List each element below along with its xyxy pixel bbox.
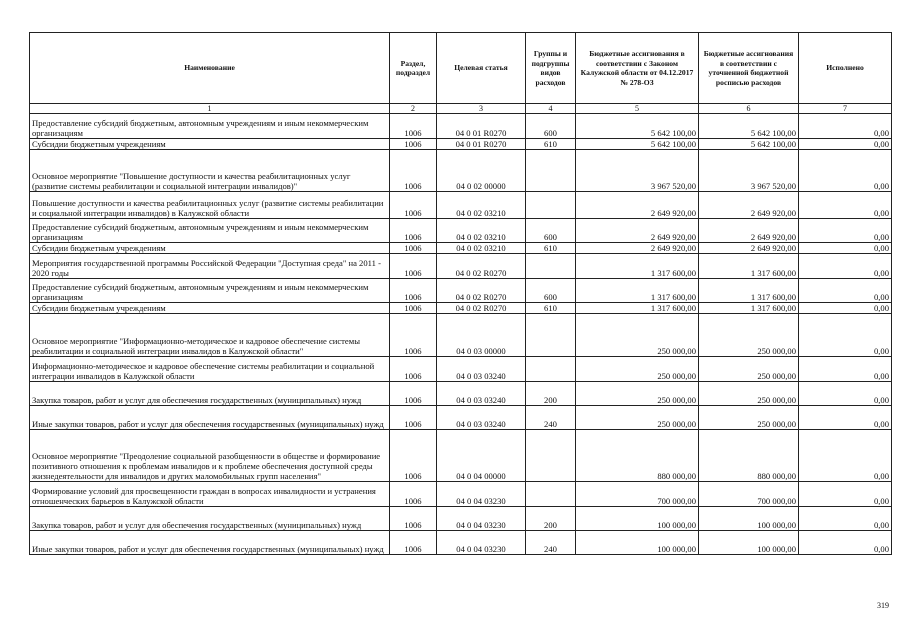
column-number: 6 [699,104,799,114]
cell-group: 240 [526,531,576,555]
cell-target: 04 0 04 03230 [437,507,526,531]
cell-budget-law: 880 000,00 [576,430,699,482]
header-row [30,33,892,104]
cell-budget-refined: 880 000,00 [699,430,799,482]
cell-target: 04 0 02 00000 [437,150,526,192]
cell-name: Основное мероприятие "Преодоление социальной разобщенности в обществе и формирование позитивного отношения к проблемам инвалидов и к проблеме обеспечения доступной среды жизнедеятельности для инвалидов и других маломобильных групп населения" [30,430,390,482]
cell-name: Формирование условий для просвещенности граждан в вопросах инвалидности и устранения отношенческих барьеров в Калужской области [30,482,390,507]
cell-budget-refined: 100 000,00 [699,507,799,531]
table-row [30,243,892,254]
table-row [30,303,892,314]
table-row [30,114,892,139]
table-row [30,150,892,192]
cell-budget-law: 100 000,00 [576,531,699,555]
cell-section: 1006 [390,150,437,192]
cell-target: 04 0 04 00000 [437,430,526,482]
table-row [30,357,892,382]
cell-target: 04 0 04 03230 [437,482,526,507]
cell-budget-refined: 250 000,00 [699,382,799,406]
cell-name: Иные закупки товаров, работ и услуг для обеспечения государственных (муниципальных) нужд [30,406,390,430]
cell-section: 1006 [390,114,437,139]
cell-budget-law: 1 317 600,00 [576,254,699,279]
cell-group [526,430,576,482]
cell-executed: 0,00 [799,219,892,243]
cell-budget-refined: 2 649 920,00 [699,219,799,243]
column-number: 4 [526,104,576,114]
column-number: 7 [799,104,892,114]
budget-table [29,32,892,555]
cell-target: 04 0 03 03240 [437,357,526,382]
cell-target: 04 0 02 03210 [437,243,526,254]
cell-budget-law: 1 317 600,00 [576,303,699,314]
cell-section: 1006 [390,139,437,150]
cell-executed: 0,00 [799,482,892,507]
cell-section: 1006 [390,430,437,482]
cell-budget-law: 250 000,00 [576,406,699,430]
header-budget-refined: Бюджетные ассигнования в соответствии с уточненной бюджетной росписью расходов [699,33,799,104]
cell-section: 1006 [390,303,437,314]
cell-executed: 0,00 [799,357,892,382]
cell-budget-refined: 3 967 520,00 [699,150,799,192]
cell-executed: 0,00 [799,531,892,555]
table-row [30,382,892,406]
cell-group [526,357,576,382]
cell-name: Субсидии бюджетным учреждениям [30,303,390,314]
cell-target: 04 0 02 R0270 [437,279,526,303]
table-row [30,279,892,303]
cell-group [526,482,576,507]
cell-section: 1006 [390,243,437,254]
cell-budget-law: 100 000,00 [576,507,699,531]
cell-target: 04 0 01 R0270 [437,114,526,139]
cell-name: Основное мероприятие "Информационно-методическое и кадровое обеспечение системы реабилитации и социальной интеграции инвалидов в Калужской области" [30,314,390,357]
cell-group: 610 [526,139,576,150]
cell-target: 04 0 02 R0270 [437,303,526,314]
cell-executed: 0,00 [799,279,892,303]
table-row [30,192,892,219]
table-row [30,430,892,482]
cell-executed: 0,00 [799,243,892,254]
cell-section: 1006 [390,314,437,357]
header-name: Наименование [30,33,390,104]
cell-group: 200 [526,507,576,531]
header-budget-law: Бюджетные ассигнования в соответствии с Законом Калужской области от 04.12.2017 № 278-ОЗ [576,33,699,104]
header-section: Раздел, подраздел [390,33,437,104]
cell-target: 04 0 02 R0270 [437,254,526,279]
cell-name: Субсидии бюджетным учреждениям [30,243,390,254]
cell-budget-refined: 5 642 100,00 [699,114,799,139]
cell-section: 1006 [390,406,437,430]
cell-budget-law: 5 642 100,00 [576,139,699,150]
cell-budget-law: 250 000,00 [576,382,699,406]
cell-section: 1006 [390,482,437,507]
table-row [30,507,892,531]
cell-group: 600 [526,279,576,303]
cell-section: 1006 [390,357,437,382]
cell-name: Информационно-методическое и кадровое обеспечение системы реабилитации и социальной интеграции инвалидов в Калужской области [30,357,390,382]
cell-executed: 0,00 [799,139,892,150]
cell-executed: 0,00 [799,382,892,406]
cell-group: 200 [526,382,576,406]
page-number: 319 [877,601,889,610]
cell-executed: 0,00 [799,430,892,482]
cell-section: 1006 [390,254,437,279]
cell-group: 240 [526,406,576,430]
cell-name: Закупка товаров, работ и услуг для обеспечения государственных (муниципальных) нужд [30,382,390,406]
cell-budget-refined: 700 000,00 [699,482,799,507]
cell-budget-law: 5 642 100,00 [576,114,699,139]
cell-executed: 0,00 [799,254,892,279]
cell-budget-law: 2 649 920,00 [576,243,699,254]
table-body [30,114,892,555]
cell-target: 04 0 03 03240 [437,382,526,406]
cell-budget-law: 250 000,00 [576,357,699,382]
cell-target: 04 0 01 R0270 [437,139,526,150]
cell-group: 600 [526,219,576,243]
cell-target: 04 0 02 03210 [437,192,526,219]
cell-budget-law: 1 317 600,00 [576,279,699,303]
header-groups: Группы и подгруппы видов расходов [526,33,576,104]
cell-section: 1006 [390,279,437,303]
cell-name: Предоставление субсидий бюджетным, автономным учреждениям и иным некоммерческим организациям [30,219,390,243]
cell-name: Предоставление субсидий бюджетным, автономным учреждениям и иным некоммерческим организациям [30,279,390,303]
cell-group: 600 [526,114,576,139]
cell-budget-refined: 1 317 600,00 [699,303,799,314]
cell-executed: 0,00 [799,192,892,219]
cell-target: 04 0 04 03230 [437,531,526,555]
cell-budget-refined: 250 000,00 [699,314,799,357]
cell-budget-refined: 100 000,00 [699,531,799,555]
table-row [30,482,892,507]
cell-target: 04 0 03 00000 [437,314,526,357]
cell-executed: 0,00 [799,406,892,430]
cell-budget-law: 700 000,00 [576,482,699,507]
cell-budget-refined: 1 317 600,00 [699,279,799,303]
cell-budget-refined: 250 000,00 [699,406,799,430]
header-target: Целевая статья [437,33,526,104]
cell-executed: 0,00 [799,507,892,531]
cell-executed: 0,00 [799,303,892,314]
cell-budget-law: 2 649 920,00 [576,192,699,219]
cell-budget-refined: 2 649 920,00 [699,192,799,219]
table-row [30,254,892,279]
cell-section: 1006 [390,192,437,219]
cell-budget-law: 250 000,00 [576,314,699,357]
cell-group [526,150,576,192]
column-number: 1 [30,104,390,114]
cell-name: Закупка товаров, работ и услуг для обеспечения государственных (муниципальных) нужд [30,507,390,531]
table-row [30,219,892,243]
cell-budget-law: 3 967 520,00 [576,150,699,192]
cell-group [526,254,576,279]
cell-section: 1006 [390,382,437,406]
cell-budget-refined: 5 642 100,00 [699,139,799,150]
column-number: 2 [390,104,437,114]
cell-group [526,192,576,219]
cell-group [526,314,576,357]
table-row [30,406,892,430]
cell-executed: 0,00 [799,114,892,139]
cell-name: Субсидии бюджетным учреждениям [30,139,390,150]
cell-target: 04 0 02 03210 [437,219,526,243]
cell-section: 1006 [390,219,437,243]
column-number: 5 [576,104,699,114]
column-number-row [30,104,892,114]
header-executed: Исполнено [799,33,892,104]
cell-executed: 0,00 [799,314,892,357]
table-row [30,531,892,555]
cell-budget-refined: 1 317 600,00 [699,254,799,279]
cell-name: Основное мероприятие "Повышение доступности и качества реабилитационных услуг (развитие системы реабилитации и социальной интеграции инвалидов)" [30,150,390,192]
cell-section: 1006 [390,507,437,531]
cell-budget-refined: 2 649 920,00 [699,243,799,254]
cell-name: Мероприятия государственной программы Российской Федерации "Доступная среда" на 2011 - 2020 годы [30,254,390,279]
cell-name: Предоставление субсидий бюджетным, автономным учреждениям и иным некоммерческим организациям [30,114,390,139]
cell-group: 610 [526,243,576,254]
cell-budget-law: 2 649 920,00 [576,219,699,243]
cell-section: 1006 [390,531,437,555]
cell-name: Повышение доступности и качества реабилитационных услуг (развитие системы реабилитации и социальной интеграции инвалидов) в Калужской области [30,192,390,219]
table-row [30,314,892,357]
cell-group: 610 [526,303,576,314]
cell-executed: 0,00 [799,150,892,192]
table-row [30,139,892,150]
column-number: 3 [437,104,526,114]
cell-target: 04 0 03 03240 [437,406,526,430]
cell-budget-refined: 250 000,00 [699,357,799,382]
cell-name: Иные закупки товаров, работ и услуг для обеспечения государственных (муниципальных) нужд [30,531,390,555]
